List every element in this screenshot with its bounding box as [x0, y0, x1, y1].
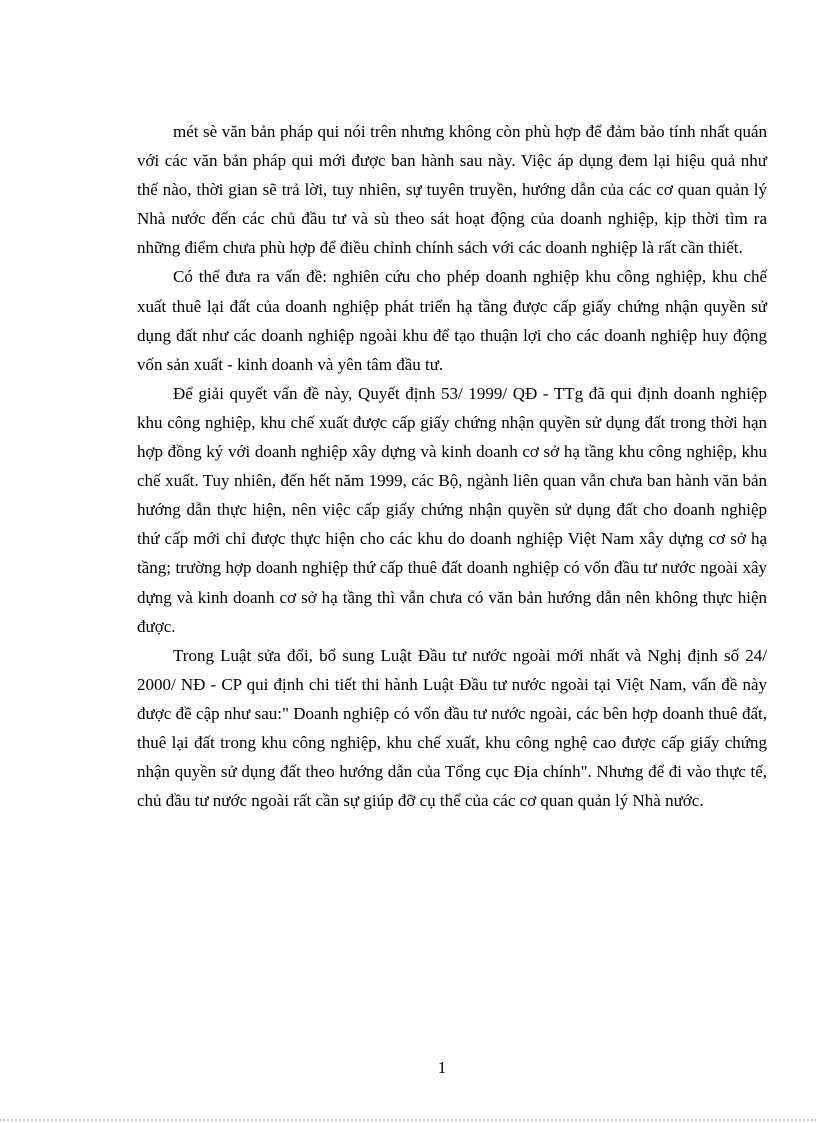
- paragraph-2: Có thể đưa ra vấn đề: nghiên cứu cho phép doanh nghiệp khu công nghiệp, khu chế xuất thuê lại đất của doanh nghiệp phát triển hạ tầng được cấp giấy chứng nhận quyền sử dụng đất như các doanh nghiệp ngoài khu để tạo thuận lợi cho các doanh nghiệp huy động vốn sản xuất - kinh doanh và yên tâm đầu tư.: [137, 267, 767, 374]
- page-bottom-divider: [0, 1119, 816, 1121]
- body-text: [137, 117, 767, 815]
- paragraph-4: Trong Luật sửa đổi, bổ sung Luật Đầu tư nước ngoài mới nhất và Nghị định số 24/ 2000/ NĐ - CP qui định chi tiết thi hành Luật Đầu tư nước ngoài tại Việt Nam, vấn đề này được đề cập như sau:" Doanh nghiệp có vốn đầu tư nước ngoài, các bên hợp doanh thuê đất, thuê lại đất trong khu công nghiệp, khu chế xuất, khu công nghệ cao được cấp giấy chứng nhận quyền sử dụng đất theo hướng dẫn của Tổng cục Địa chính". Nhưng để đi vào thực tế, chủ đầu tư nước ngoài rất cần sự giúp đỡ cụ thể của các cơ quan quản lý Nhà nước.: [137, 645, 767, 811]
- paragraph-1: mét sè văn bản pháp qui nói trên nhưng không còn phù hợp để đảm bảo tính nhất quán với các văn bản pháp qui mới được ban hành sau này. Việc áp dụng đem lại hiệu quả như thế nào, thời gian sẽ trả lời, tuy nhiên, sự tuyên truyền, hướng dẫn của các cơ quan quản lý Nhà nước đến các chủ đầu tư và sù theo sát hoạt động của doanh nghiệp, kịp thời tìm ra những điểm chưa phù hợp để điều chỉnh chính sách với các doanh nghiệp là rất cần thiết.: [137, 122, 767, 258]
- paragraph-3: Để giải quyết vấn đề này, Quyết định 53/ 1999/ QĐ - TTg đã qui định doanh nghiệp khu công nghiệp, khu chế xuất được cấp giấy chứng nhận quyền sử dụng đất trong thời hạn hợp đồng ký với doanh nghiệp xây dựng và kinh doanh cơ sở hạ tầng khu công nghiệp, khu chế xuất. Tuy nhiên, đến hết năm 1999, các Bộ, ngành liên quan vẫn chưa ban hành văn bản hướng dẫn thực hiện, nên việc cấp giấy chứng nhận quyền sử dụng đất cho doanh nghiệp thứ cấp mới chỉ được thực hiện cho các khu do doanh nghiệp Việt Nam xây dựng cơ sở hạ tầng; trường hợp doanh nghiệp thứ cấp thuê đất doanh nghiệp có vốn đầu tư nước ngoài xây dựng và kinh doanh cơ sở hạ tầng thì vẫn chưa có văn bản hướng dẫn nên không thực hiện được.: [137, 383, 767, 636]
- page-number: 1: [437, 1058, 447, 1077]
